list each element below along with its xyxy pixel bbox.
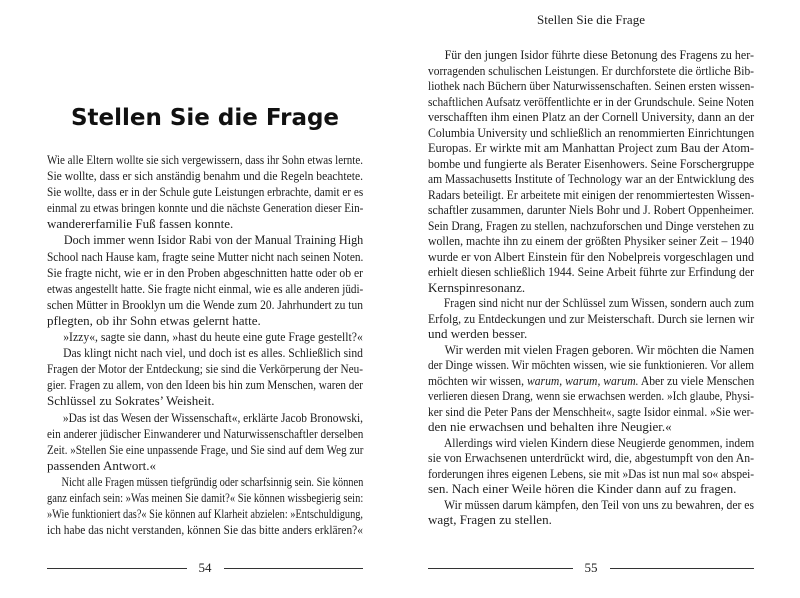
text-line: verschafften ihm einen Platz an der Cornell University, dann an der	[428, 109, 755, 124]
text-line: Sie fragte nicht, wie er in den Proben abgeschnitten hatte oder ob er	[47, 264, 364, 280]
text-line: liothek nach Büchern über Naturwissenschaften. Seinen ersten wissen-	[428, 78, 755, 93]
text-line: passenden Antwort.«	[47, 457, 157, 473]
body-text	[47, 152, 363, 538]
text-line: Für den jungen Isidor führte diese Betonung des Fragens zu her-	[444, 47, 754, 62]
chapter-title: Stellen Sie die Frage	[70, 105, 340, 131]
text-segment: möchten wir wissen,	[428, 372, 527, 388]
text-line: Kernspinresonanz.	[428, 279, 526, 295]
footer-rule	[224, 568, 364, 569]
page-number: 54	[198, 560, 212, 575]
text-line	[428, 373, 754, 389]
text-line: sie von Erwachsenen unterdrückt wird, die, abgestumpft von den An-	[428, 450, 754, 465]
text-segment: Aber zu viele Menschen	[638, 372, 755, 388]
text-line: Wir werden mit vielen Fragen geboren. Wir möchten die Namen	[444, 341, 755, 357]
text-line: Schlüssel zu Sokrates’ Weisheit.	[47, 393, 215, 409]
emphasis-text: warum, warum, warum.	[526, 372, 639, 388]
footer-rule	[428, 568, 573, 569]
text-line: Doch immer wenn Isidor Rabi von der Manual Training High	[63, 232, 364, 248]
footer-rule	[47, 568, 187, 569]
text-line: sen. Nach einer Weile hören die Kinder dann auf zu fragen.	[428, 481, 737, 496]
text-line: schen Mütter in Brooklyn um die Wende zum 20. Jahrhundert zu tun	[47, 296, 364, 312]
text-line: Zeit. »Stellen Sie eine unpassende Frage, und Sie sind auf dem Weg zur	[47, 441, 364, 457]
text-line: Sie wollte, dass er in der Schule gute Leistungen erbrachte, damit er es	[47, 184, 364, 200]
text-line: Allerdings wird vielen Kindern diese Neugierde genommen, indem	[443, 434, 755, 450]
page-footer	[428, 559, 754, 577]
text-line: Nicht alle Fragen müssen tiefgründig oder scharfsinnig sein. Sie können	[61, 473, 364, 489]
text-line: am Massachusetts Institute of Technology war an der Entwicklung des	[428, 171, 755, 186]
text-line: etwas angestellt hatte. Sie fragte nicht einmal, wie es alle anderen jüdi-	[47, 280, 364, 296]
text-line: Erfolg, zu Entdeckungen und zur Meisterschaft. Durch sie lernen wir	[428, 310, 755, 326]
text-line: ein anderer jüdischer Einwanderer und Naturwissenschaftler derselben	[47, 425, 364, 441]
footer-rule	[610, 568, 755, 569]
text-line: schaftler zusammen, darunter Niels Bohr und J. Robert Oppenheimer.	[428, 202, 755, 217]
text-line: School nach Hause kam, fragte seine Mutter nicht nach seinen Noten.	[47, 248, 364, 264]
text-line: Das klingt nicht nach viel, und doch ist es alles. Schließlich sind	[63, 345, 364, 361]
text-line: den nie erwachsen und behalten ihre Neugier.«	[428, 419, 672, 434]
text-line: der Dinge wissen. Wir möchten wissen, wie sie funktionieren. Vor allem	[428, 357, 755, 372]
text-line: wandererfamilie Fuß fassen konnte.	[47, 216, 234, 232]
text-line: Columbia University und schließlich an renommierten Einrichtungen	[428, 124, 755, 140]
text-line: wurde er von Albert Einstein für den Nobelpreis vorgeschlagen und	[428, 248, 754, 264]
text-line: bombe und fungierte als Berater Eisenhowers. Seine Forschergruppe	[428, 155, 755, 171]
text-line: Sein Drang, Fragen zu stellen, nachzuforschen und Dinge verstehen zu	[428, 217, 755, 233]
text-line: ganz einfach sein: »Was meinen Sie damit?« Sie können wissbegierig sein:	[47, 489, 364, 505]
text-line: forderungen ihres eigenen Lebens, sie mit »Das ist nun mal so« abspei-	[428, 465, 755, 481]
right-page	[400, 0, 800, 598]
text-line: Wie alle Eltern wollte sie sich vergewissern, dass ihr Sohn etwas lernte.	[47, 152, 364, 167]
text-line: vorragenden schulischen Leistungen. Er durchforstete die örtliche Bib-	[428, 62, 755, 78]
text-line: Sie wollte, dass er sich anständig benahm und die Regeln beachtete.	[47, 168, 364, 184]
text-line: gier. Fragen zu allem, von den Ideen bis hin zum Menschen, waren der	[47, 377, 364, 393]
text-line: ker sind die Peter Pans der Menschheit«, sagte Isidor einmal. »Sie wer-	[428, 403, 754, 419]
text-line: »Das ist das Wesen der Wissenschaft«, erklärte Jacob Bronowski,	[62, 409, 363, 425]
running-head: Stellen Sie die Frage	[537, 12, 645, 27]
text-line: einmal zu etwas bringen konnte und die nächste Generation dieser Ein-	[47, 200, 364, 216]
text-line: »Wie funktioniert das?« Sie können auf Klarheit abzielen: »Entschuldigung,	[47, 506, 364, 522]
text-line: wagt, Fragen zu stellen.	[428, 512, 552, 527]
body-text	[428, 47, 754, 528]
text-line: »Izzy«, sagte sie dann, »hast du heute eine gute Frage gestellt?«	[63, 329, 363, 345]
text-line: pflegten, ob ihr Sohn etwas gelernt hatte.	[47, 312, 261, 328]
text-line: verlieren diesen Drang, wenn sie erwachsen werden. »Ich glaube, Physi-	[428, 388, 754, 403]
page-footer	[47, 559, 363, 577]
text-line: ich habe das nicht verstanden, können Sie das bitte anders erklären?«	[47, 522, 363, 538]
text-line: Europas. Er wirkte mit am Manhattan Project zum Bau der Atom-	[428, 140, 754, 155]
text-line: schaftlichen Aufsatz veröffentlichte er in der Grundschule. Seine Noten	[428, 93, 754, 109]
text-line: Wir müssen darum kämpfen, den Teil von uns zu bewahren, der es	[444, 496, 754, 512]
text-line: Fragen der Motor der Entdeckung; sie sind die Verkörperung der Neu-	[47, 361, 364, 377]
text-line: Fragen sind nicht nur der Schlüssel zum Wissen, sondern auch zum	[443, 295, 755, 310]
text-line: wollen, machte ihn zu einem der größten Physiker seiner Zeit – 1940	[428, 233, 755, 248]
text-line: und werden besser.	[428, 326, 528, 341]
text-line: erhielt diesen schließlich 1944. Seine Arbeit führte zur Erfindung der	[428, 264, 755, 279]
page-number: 55	[584, 560, 598, 575]
text-line: Radars beteiligt. Er arbeitete mit einigen der renommiertesten Wissen-	[428, 186, 755, 202]
